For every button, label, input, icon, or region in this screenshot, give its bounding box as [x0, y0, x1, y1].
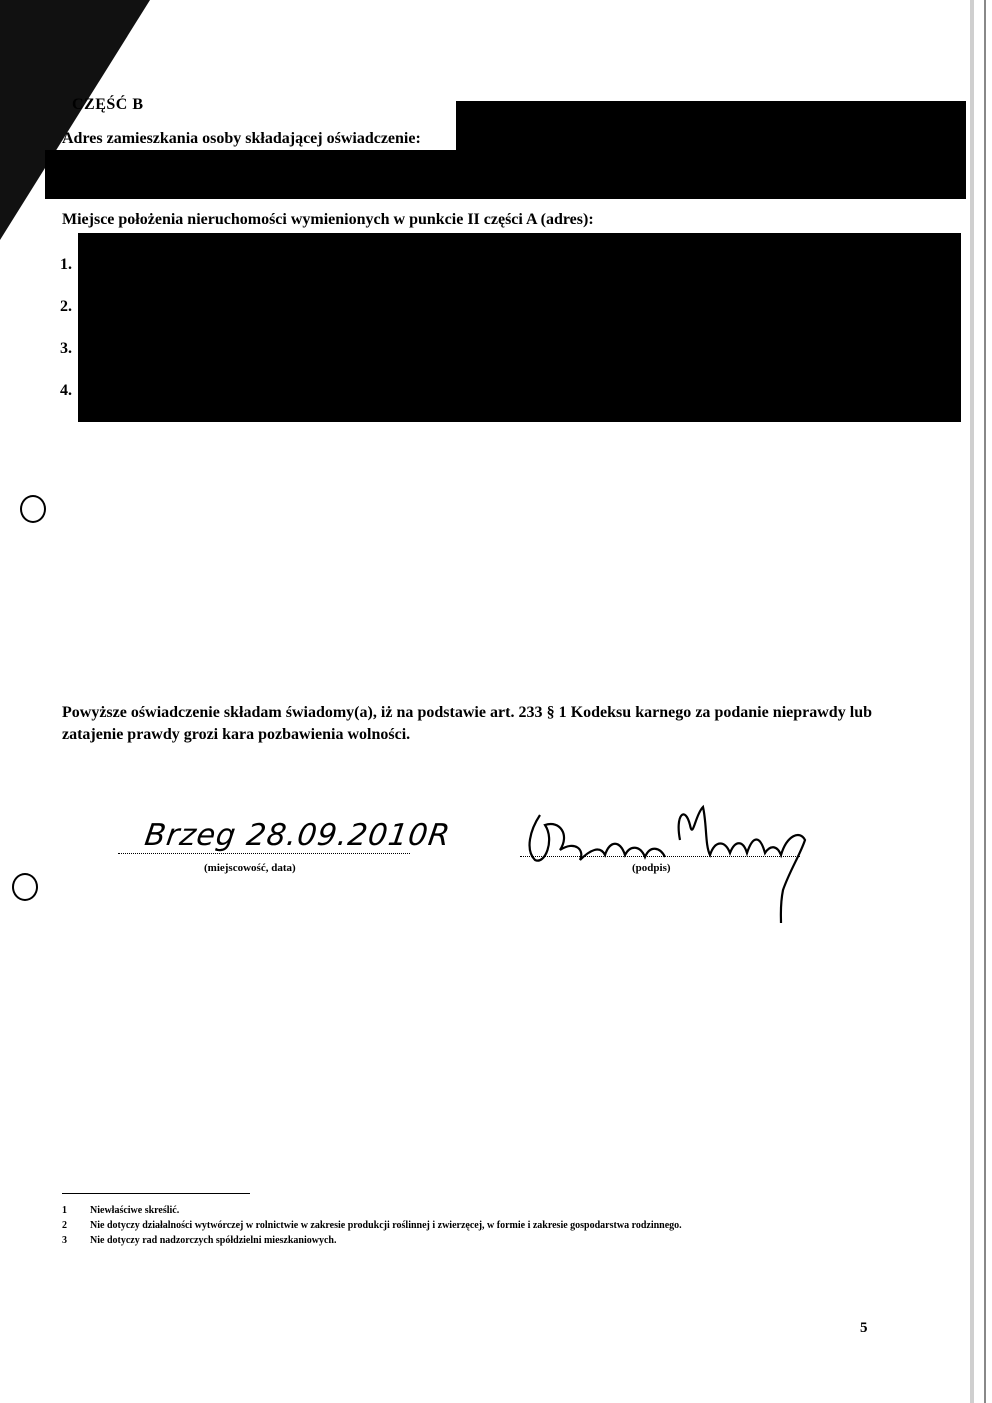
redaction-property-addresses	[78, 233, 961, 422]
footnote	[62, 1235, 336, 1246]
footnote-text: Niewłaściwe skreślić.	[90, 1205, 180, 1216]
scan-edge-line	[984, 0, 986, 1403]
scan-corner-shadow	[0, 0, 150, 240]
signature-caption: (podpis)	[632, 862, 671, 874]
footnote-text: Nie dotyczy rad nadzorczych spółdzielni mieszkaniowych.	[90, 1235, 337, 1246]
footnote-divider	[62, 1193, 250, 1194]
redaction-address-1	[456, 101, 966, 151]
punch-hole	[20, 495, 46, 523]
scan-edge	[970, 0, 974, 1403]
list-item-number: 3.	[60, 340, 72, 357]
footnote-text: Nie dotyczy działalności wytwórczej w rolnictwie w zakresie produkcji roślinnej i zwierzęcej, w formie i zakresie gospodarstwa rodzinnego.	[90, 1220, 682, 1231]
declaration-statement: Powyższe oświadczenie składam świadomy(a), iż na podstawie art. 233 § 1 Kodeksu karnego za podanie nieprawdy lub zatajenie prawdy grozi kara pozbawienia wolności.	[62, 704, 872, 743]
page-number: 5	[860, 1320, 868, 1336]
list-item-number: 4.	[60, 382, 72, 399]
handwritten-place-date: Brzeg 28.09.2010R	[142, 818, 453, 853]
footnote	[62, 1205, 179, 1216]
list-item-number: 2.	[60, 298, 72, 315]
redaction-address-2	[45, 150, 966, 199]
footnote-number: 2	[62, 1220, 67, 1231]
footnote	[62, 1220, 682, 1231]
punch-hole	[12, 873, 38, 901]
section-title: CZĘŚĆ B	[72, 96, 144, 113]
handwritten-signature	[515, 795, 815, 925]
property-label: Miejsce położenia nieruchomości wymienionych w punkcie II części A (adres):	[62, 211, 594, 228]
place-date-caption: (miejscowość, data)	[204, 862, 296, 874]
footnote-number: 3	[62, 1235, 67, 1246]
list-item-number: 1.	[60, 256, 72, 273]
footnote-number: 1	[62, 1205, 67, 1216]
place-date-line	[118, 853, 410, 854]
address-label: Adres zamieszkania osoby składającej oświadczenie:	[62, 130, 421, 147]
